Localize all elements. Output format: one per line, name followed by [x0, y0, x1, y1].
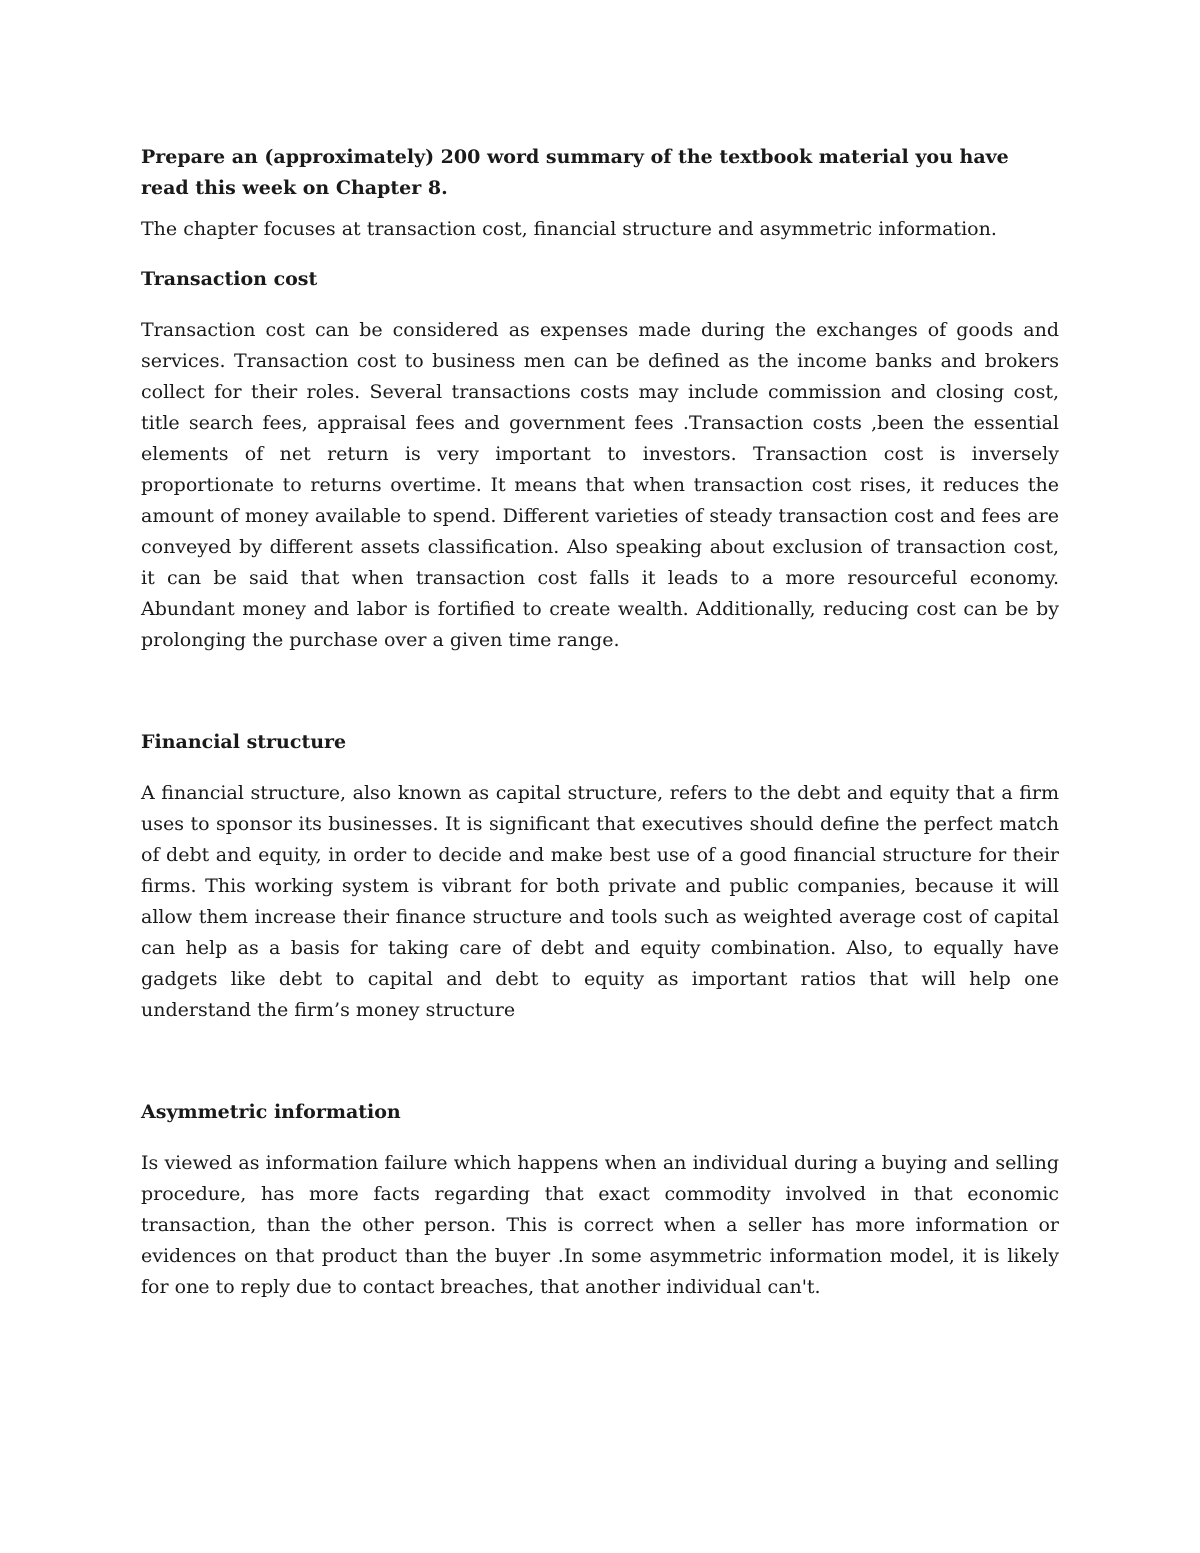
section-heading-transaction-cost: Transaction cost: [141, 268, 318, 290]
section-heading-asymmetric-information: Asymmetric information: [141, 1101, 401, 1123]
blank-line: [141, 656, 1059, 727]
intro-paragraph: The chapter focuses at transaction cost, financial structure and asymmetric information.: [141, 218, 997, 240]
section-body-transaction-cost: Transaction cost can be considered as expenses made during the exchanges of goods and services. Transaction cost to business men can be defined as the income banks and brokers collect for their roles. Several transactions costs may include commission and closing cost, title search fees, appraisal fees and government fees .Transaction costs ,been the essential elements of net return is very important to investors. Transaction cost is inversely proportionate to returns overtime. It means that when transaction cost rises, it reduces the amount of money available to spend. Different varieties of steady transaction cost and fees are conveyed by different assets classification. Also speaking about exclusion of transaction cost, it can be said that when transaction cost falls it leads to a more resourceful economy. Abundant money and labor is fortified to create wealth. Additionally, reducing cost can be by prolonging the purchase over a given time range.: [141, 319, 1059, 651]
section-body-financial-structure: A financial structure, also known as capital structure, refers to the debt and equity that a firm uses to sponsor its businesses. It is significant that executives should define the perfect match of debt and equity, in order to decide and make best use of a good financial structure for their firms. This working system is vibrant for both private and public companies, because it will allow them increase their finance structure and tools such as weighted average cost of capital can help as a basis for taking care of debt and equity combination. Also, to equally have gadgets like debt to capital and debt to equity as important ratios that will help one understand the firm’s money structure: [141, 782, 1059, 1021]
section-body-asymmetric-information: Is viewed as information failure which happens when an individual during a buying and selling procedure, has more facts regarding that exact commodity involved in that economic transaction, than the other person. This is correct when a seller has more information or evidences on that product than the buyer .In some asymmetric information model, it is likely for one to reply due to contact breaches, that another individual can't.: [141, 1152, 1059, 1298]
assignment-prompt: Prepare an (approximately) 200 word summary of the textbook material you have read this week on Chapter 8.: [141, 146, 1009, 199]
section-heading-financial-structure: Financial structure: [141, 731, 347, 753]
blank-line: [141, 1026, 1059, 1097]
document-page: [141, 142, 1059, 1303]
